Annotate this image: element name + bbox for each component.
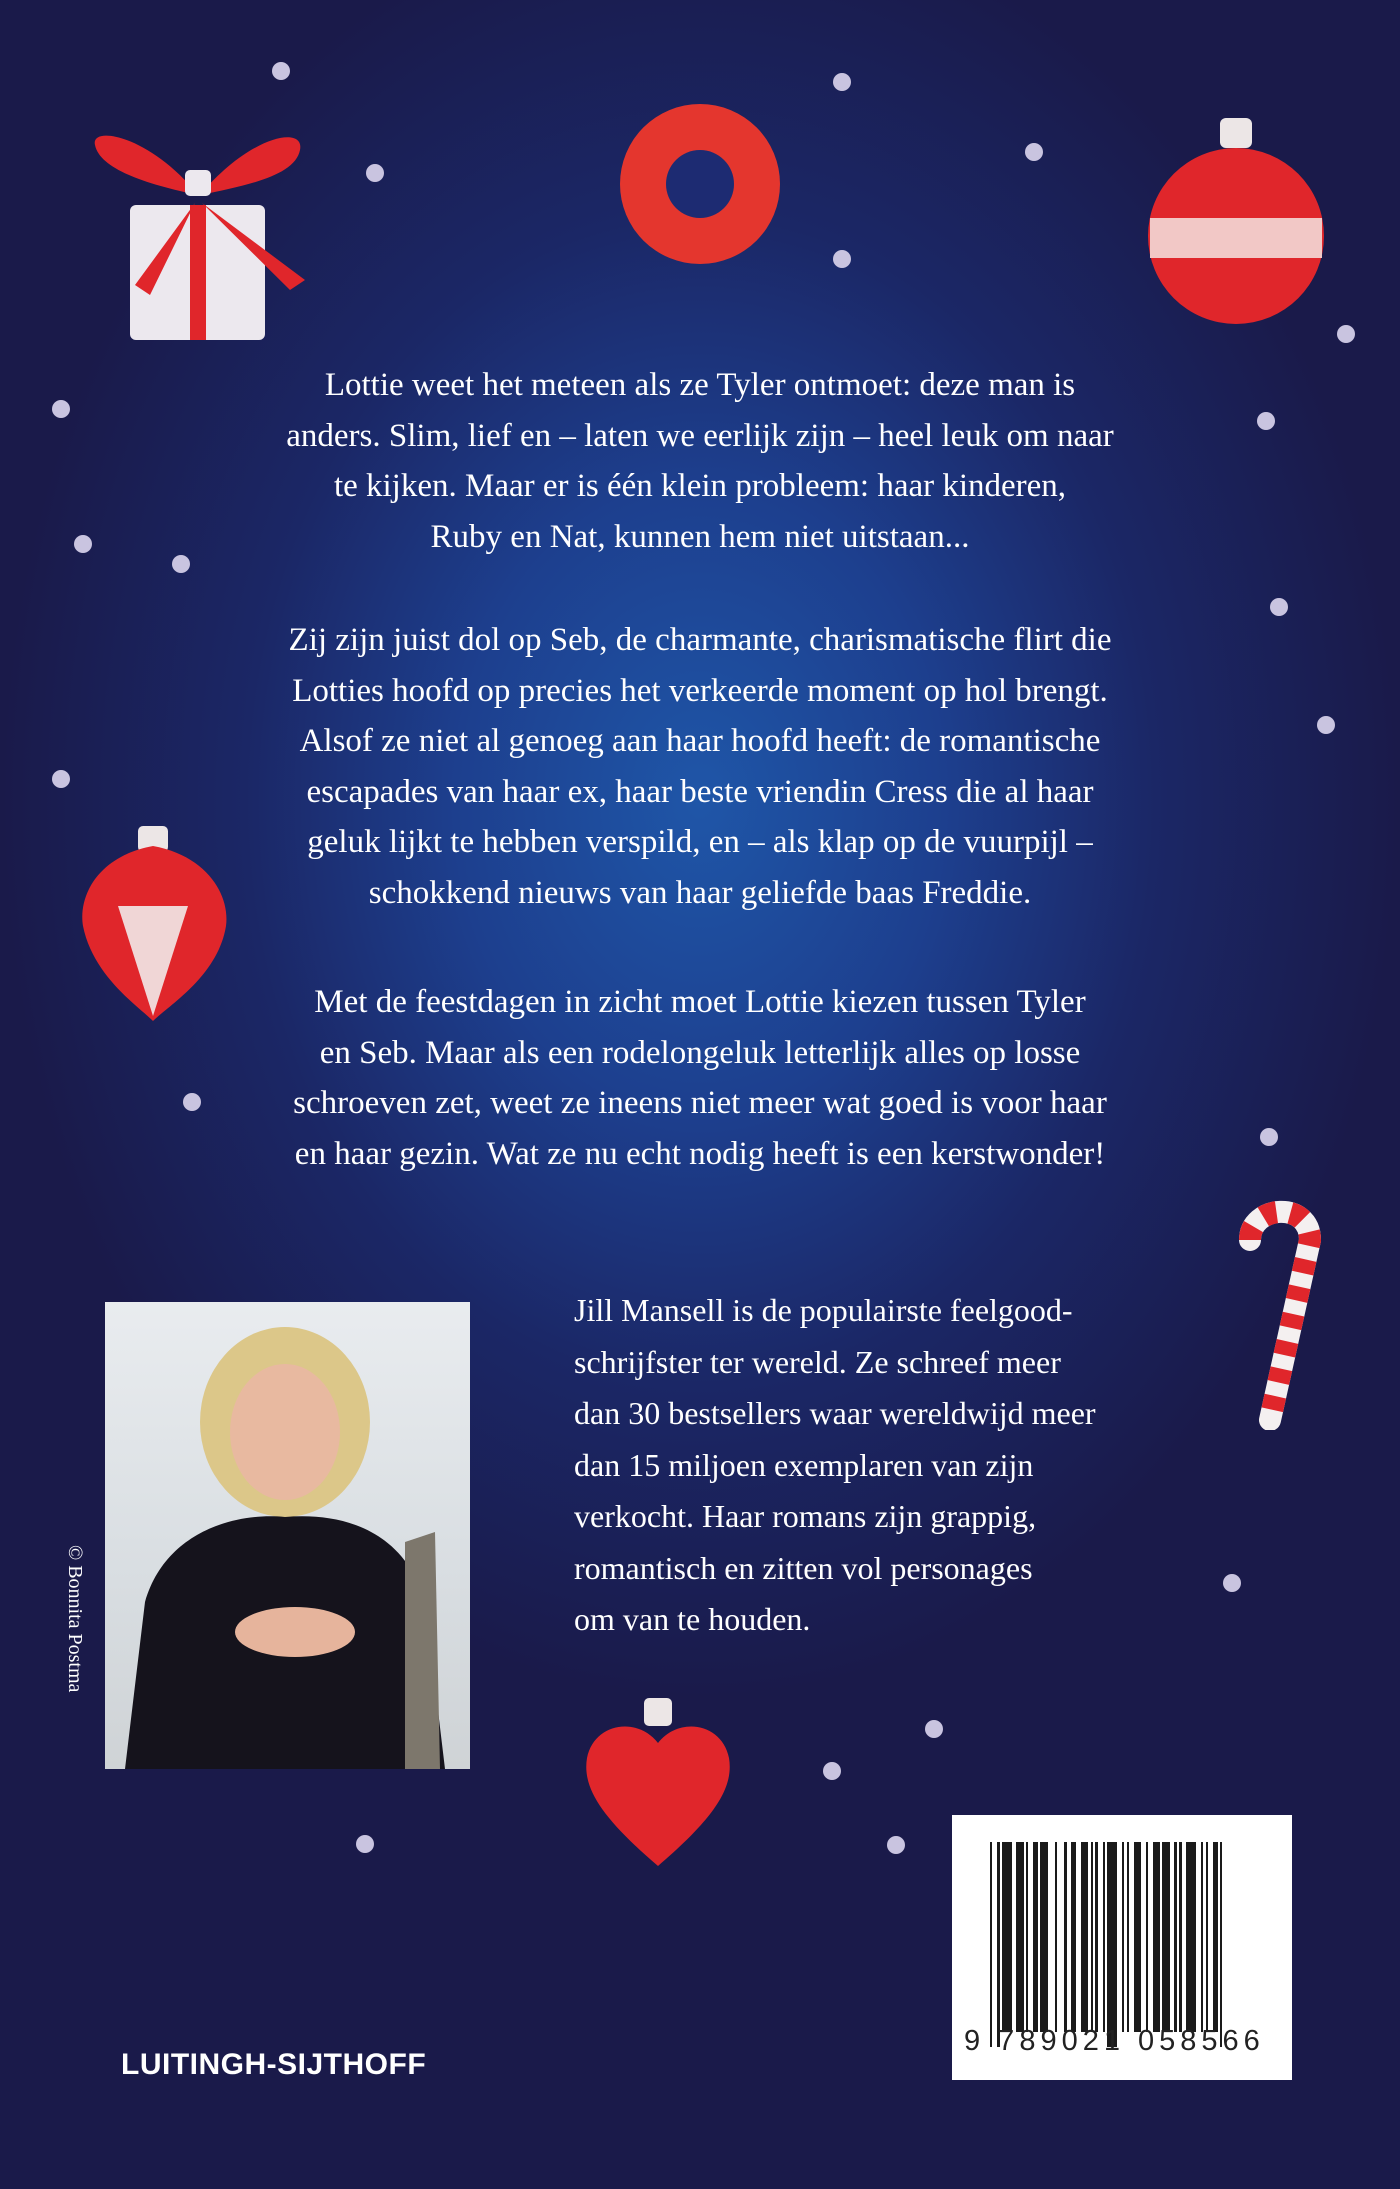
photo-credit: © Bonnita Postma — [64, 1545, 86, 1693]
text-line: en haar gezin. Wat ze nu echt nodig heeft is een kerstwonder! — [294, 1135, 1106, 1172]
text-line: verkocht. Haar romans zijn grappig, — [574, 1498, 1037, 1534]
text-line: Jill Mansell is de populairste feelgood- — [574, 1292, 1073, 1328]
snow-dot — [823, 1762, 841, 1780]
snow-dot — [272, 62, 290, 80]
snow-dot — [887, 1836, 905, 1854]
text-line: geluk lijkt te hebben verspild, en – als klap op de vuurpijl – — [307, 824, 1093, 860]
snow-dot — [52, 400, 70, 418]
text-line: schroeven zet, weet ze ineens niet meer wat goed is voor haar — [293, 1085, 1107, 1121]
snow-dot — [172, 555, 190, 573]
barcode-bar — [1153, 1842, 1160, 2032]
text-line: Met de feestdagen in zicht moet Lottie kiezen tussen Tyler — [314, 984, 1086, 1020]
candy-cane-icon — [1230, 1195, 1330, 1430]
author-photo — [105, 1302, 470, 1769]
gift-icon — [90, 125, 330, 350]
author-portrait-illustration — [105, 1302, 470, 1769]
drop-ornament-icon — [78, 826, 230, 1021]
barcode-bar — [1222, 1842, 1224, 2047]
isbn-number: 9 789021 058566 — [964, 2025, 1265, 2057]
barcode-bar — [1162, 1842, 1169, 2032]
bauble-icon — [1148, 118, 1326, 328]
text-line: romantisch en zitten vol personages — [574, 1549, 1033, 1586]
barcode-bar — [1186, 1842, 1196, 2032]
snow-dot — [1337, 325, 1355, 343]
text-line: schrijfster ter wereld. Ze schreef meer — [574, 1343, 1061, 1380]
barcode-bar — [1134, 1842, 1141, 2032]
snow-dot — [833, 250, 851, 268]
snow-dot — [1260, 1128, 1278, 1146]
blurb-paragraph-2 — [230, 615, 1170, 918]
text-line: om van te houden. — [574, 1601, 811, 1637]
text-line: dan 15 miljoen exemplaren van zijn — [574, 1446, 1034, 1483]
snow-dot — [366, 164, 384, 182]
barcode-bar — [1081, 1842, 1088, 2032]
text-line: Zij zijn juist dol op Seb, de charmante, charismatische flirt die — [288, 622, 1112, 658]
text-line: en Seb. Maar als een rodelongeluk letterlijk alles op losse — [319, 1034, 1081, 1071]
snow-dot — [74, 535, 92, 553]
barcode-bar — [1048, 1842, 1055, 2032]
blurb-paragraph-3 — [230, 977, 1170, 1179]
blurb-paragraph-1 — [230, 360, 1170, 562]
wreath-icon — [608, 92, 793, 277]
snow-dot — [1223, 1574, 1241, 1592]
text-line: Lottie weet het meteen als ze Tyler ontmoet: deze man is — [324, 367, 1076, 403]
snow-dot — [833, 73, 851, 91]
snow-dot — [52, 770, 70, 788]
snow-dot — [1025, 143, 1043, 161]
text-line: Lotties hoofd op precies het verkeerde moment op hol brengt. — [292, 672, 1108, 709]
barcode-bar — [1002, 1842, 1012, 2032]
snow-dot — [183, 1093, 201, 1111]
barcode-bar — [1040, 1842, 1047, 2032]
text-line: escapades van haar ex, haar beste vriendin Cress die al haar — [306, 773, 1094, 810]
text-line: schokkend nieuws van haar geliefde baas Freddie. — [368, 874, 1032, 911]
snow-dot — [356, 1835, 374, 1853]
barcode-bar — [1016, 1842, 1023, 2032]
text-line: te kijken. Maar er is één klein probleem: haar kinderen, — [333, 468, 1067, 504]
text-line: Alsof ze niet al genoeg aan haar hoofd heeft: de romantische — [299, 723, 1101, 759]
barcode-bar — [1107, 1842, 1117, 2047]
text-line: anders. Slim, lief en – laten we eerlijk zijn – heel leuk om naar — [286, 417, 1114, 454]
snow-dot — [925, 1720, 943, 1738]
barcode-bar — [1057, 1842, 1064, 2032]
text-line: dan 30 bestsellers waar wereldwijd meer — [574, 1395, 1096, 1431]
snow-dot — [1257, 412, 1275, 430]
text-line: Ruby en Nat, kunnen hem niet uitstaan... — [430, 518, 970, 555]
heart-ornament-icon — [582, 1698, 734, 1868]
barcode-bars — [990, 1842, 1260, 2047]
snow-dot — [1270, 598, 1288, 616]
snow-dot — [1317, 716, 1335, 734]
author-bio — [574, 1285, 1174, 1646]
isbn-barcode — [952, 1815, 1292, 2080]
publisher-logo: LUITINGH-SIJTHOFF — [121, 2048, 427, 2081]
